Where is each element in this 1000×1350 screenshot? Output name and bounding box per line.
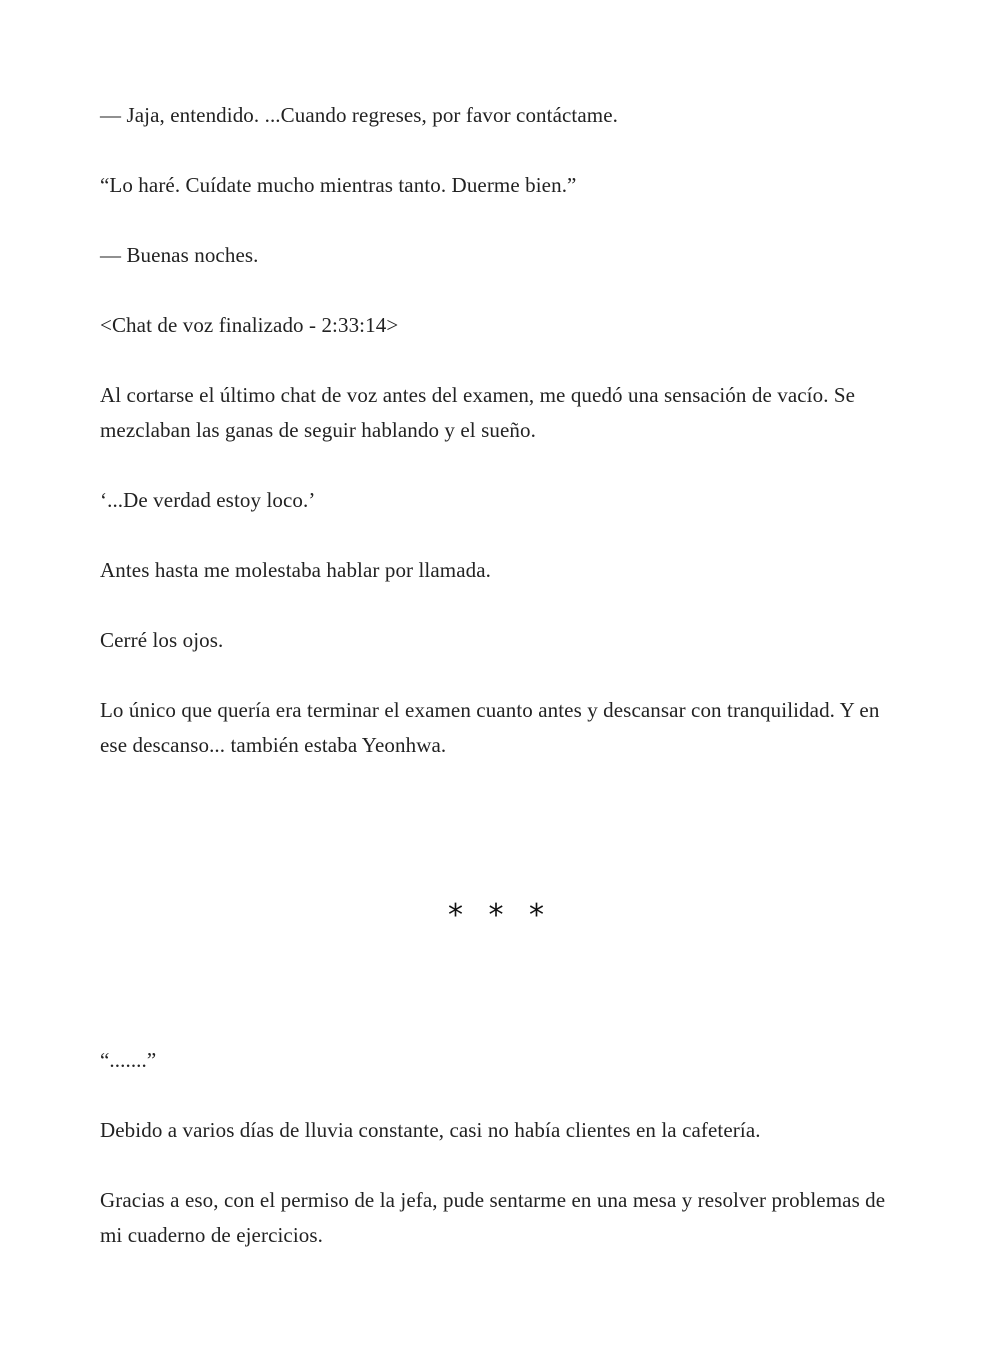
paragraph-dialogue-2: “Lo haré. Cuídate mucho mientras tanto. Duerme bien.” [100,173,577,197]
paragraph-narration-5: Debido a varios días de lluvia constante, casi no había clientes en la cafetería. [100,1118,761,1142]
paragraph-dialogue-4: “.......” [100,1048,157,1072]
section-break-asterisks: * * * [447,898,553,933]
paragraph-dialogue-1: — Jaja, entendido. ...Cuando regreses, por favor contáctame. [100,103,618,127]
paragraph-narration-2: Antes hasta me molestaba hablar por llamada. [100,558,492,582]
paragraph-thought: ‘...De verdad estoy loco.’ [100,488,316,512]
paragraph-narration-4: Lo único que quería era terminar el examen cuanto antes y descansar con tranquilidad. Y en ese descanso... también estaba Yeonhwa. [100,698,880,757]
paragraph-narration-6: Gracias a eso, con el permiso de la jefa, pude sentarme en una mesa y resolver problemas de mi cuaderno de ejercicios. [100,1188,886,1247]
paragraph-dialogue-3: — Buenas noches. [100,243,259,267]
paragraph-system-message: <Chat de voz finalizado - 2:33:14> [100,313,399,337]
paragraph-narration-3: Cerré los ojos. [100,628,224,652]
paragraph-narration-1: Al cortarse el último chat de voz antes del examen, me quedó una sensación de vacío. Se mezclaban las ganas de seguir hablando y el sueño. [100,383,856,442]
